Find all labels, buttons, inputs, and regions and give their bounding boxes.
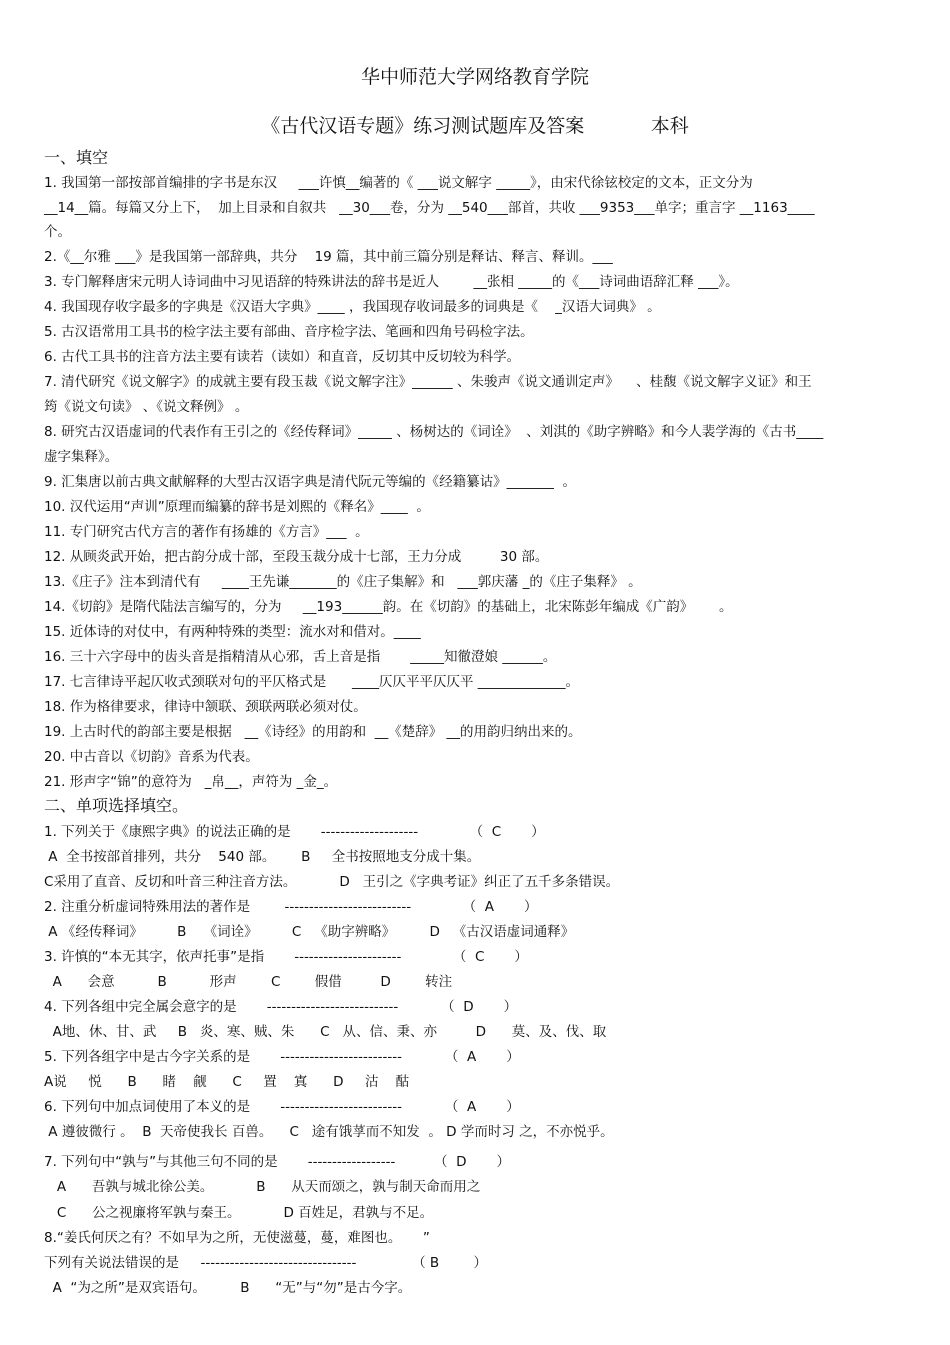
- fill-line: 5. 古汉语常用工具书的检字法主要有部曲、音序检字法、笔画和四角号码检字法。: [44, 324, 534, 340]
- choice-line: A地、休、甘、武 B 炎、寒、贼、朱 C 从、信、秉、亦 D 莫、及、伐、取: [44, 1024, 607, 1040]
- fill-line: 1. 我国第一部按部首编排的字书是东汉 ___许慎__编著的《 ___说文解字 _____》，由宋代徐铉校定的文本，正文分为: [44, 175, 753, 191]
- fill-line: 11. 专门研究古代方言的著作有扬雄的《方言》___ 。: [44, 524, 369, 540]
- choice-line: 6. 下列句中加点词使用了本义的是 ------------------------- （ A ）: [44, 1099, 520, 1115]
- choice-line: 2. 注重分析虚词特殊用法的著作是 -------------------------- （ A ）: [44, 899, 538, 915]
- fill-line: 14.《切韵》是隋代陆法言编写的，分为 __193______韵。在《切韵》的基础上，北宋陈彭年编成《广韵》 。: [44, 599, 733, 615]
- fill-line: 8. 研究古汉语虚词的代表作有王引之的《经传释词》_____ 、杨树达的《词诠》 、刘淇的《助字辨略》和今人裴学海的《古书____: [44, 424, 824, 440]
- choice-line: 1. 下列关于《康熙字典》的说法正确的是 -------------------- （ C ）: [44, 824, 545, 840]
- fill-line: 17. 七言律诗平起仄收式颈联对句的平仄格式是 ____仄仄平平仄仄平 _____________。: [44, 674, 580, 690]
- choice-line: 7. 下列句中“孰与”与其他三句不同的是 ------------------ （ D ）: [44, 1154, 511, 1170]
- fill-line: 21. 形声字“锦”的意符为 _帛__，声符为 _金_。: [44, 774, 338, 790]
- choice-line: A 《经传释词》 B 《词诠》 C 《助字辨略》 D 《古汉语虚词通释》: [44, 924, 575, 940]
- fill-line: 6. 古代工具书的注音方法主要有读若（读如）和直音，反切其中反切较为科学。: [44, 349, 521, 365]
- fill-line: 9. 汇集唐以前古典文献解释的大型古汉语字典是清代阮元等编的《经籍纂诂》_______ 。: [44, 474, 577, 490]
- fill-line: 19. 上古时代的韵部主要是根据 __《诗经》的用韵和 __《楚辞》 __的用韵归纳出来的。: [44, 724, 582, 740]
- choice-line: 5. 下列各组字中是古今字关系的是 ------------------------- （ A ）: [44, 1049, 520, 1065]
- choice-line: A 全书按部首排列，共分 540 部。 B 全书按照地支分成十集。: [44, 849, 481, 865]
- fill-line: 4. 我国现存收字最多的字典是《汉语大字典》____ ，我国现存收词最多的词典是《 _汉语大词典》 。: [44, 299, 661, 315]
- choice-line: 3. 许慎的“本无其字，依声托事”是指 ---------------------- （ C ）: [44, 949, 528, 965]
- section-heading-single-choice: 二、单项选择填空。: [44, 796, 189, 815]
- fill-line: 18. 作为格律要求，律诗中颔联、颈联两联必须对仗。: [44, 699, 367, 715]
- fill-line: 个。: [44, 224, 71, 240]
- choice-line: A 会意 B 形声 C 假借 D 转注: [44, 974, 453, 990]
- fill-line: 15. 近体诗的对仗中，有两种特殊的类型：流水对和借对。____: [44, 624, 421, 640]
- fill-line: 10. 汉代运用“声训”原理而编纂的辞书是刘熙的《释名》____ 。: [44, 499, 430, 515]
- fill-line: __14__篇。每篇又分上下， 加上目录和自叙共 __30___卷，分为 __540___部首，共收 ___9353___单字；重言字 __1163____: [44, 200, 815, 216]
- fill-line: 7. 清代研究《说文解字》的成就主要有段玉裁《说文解字注》______ 、朱骏声《说文通训定声》 、桂馥《说文解字义证》和王: [44, 374, 812, 390]
- choice-line: C采用了直音、反切和叶音三种注音方法。 D 王引之《字典考证》纠正了五千多条错误。: [44, 874, 620, 890]
- choice-line: A说 悦 B 睹 觎 C 置 寘 D 沽 酤: [44, 1074, 410, 1090]
- page-title: 华中师范大学网络教育学院: [360, 66, 589, 88]
- fill-line: 20. 中古音以《切韵》音系为代表。: [44, 749, 259, 765]
- section-heading-fill-blank: 一、填空: [44, 148, 109, 167]
- choice-line: C 公之视廉将军孰与秦王。 D 百姓足，君孰与不足。: [44, 1205, 434, 1221]
- fill-line: 13.《庄子》注本到清代有 ____王先谦_______的《庄子集解》和 ___郭庆藩 _的《庄子集释》 。: [44, 574, 642, 590]
- page-subtitle: 《古代汉语专题》练习测试题库及答案 本科: [261, 115, 689, 137]
- fill-line: 3. 专门解释唐宋元明人诗词曲中习见语辞的特殊讲法的辞书是近人 __张相 _____的《___诗词曲语辞汇释 ___》。: [44, 274, 739, 290]
- choice-line: 8.“姜氏何厌之有？不如早为之所，无使滋蔓，蔓，难图也。 ”: [44, 1230, 430, 1246]
- choice-line: 下列有关说法错误的是 -------------------------------- （ B ）: [44, 1255, 488, 1271]
- fill-line: 筠《说文句读》 、《说文释例》 。: [44, 399, 249, 415]
- fill-line: 虚字集释》。: [44, 449, 119, 465]
- fill-line: 12. 从顾炎武开始，把古韵分成十部，至段玉裁分成十七部，王力分成 30 部。: [44, 549, 549, 565]
- choice-line: 4. 下列各组中完全属会意字的是 --------------------------- （ D ）: [44, 999, 518, 1015]
- choice-line: A 遵彼微行 。 B 天帝使我长 百兽。 C 途有饿莩而不知发 。 D 学而时习 之，不亦悦乎。: [44, 1124, 614, 1140]
- choice-line: A “为之所”是双宾语句。 B “无”与“勿”是古今字。: [44, 1280, 412, 1296]
- fill-line: 2.《__尔雅 ___》是我国第一部辞典，共分 19 篇，其中前三篇分别是释诂、释言、释训。___: [44, 249, 613, 265]
- fill-line: 16. 三十六字母中的齿头音是指精清从心邪，舌上音是指 _____知徹澄娘 ______。: [44, 649, 557, 665]
- choice-line: A 吾孰与城北徐公美。 B 从天而颂之，孰与制天命而用之: [44, 1179, 481, 1195]
